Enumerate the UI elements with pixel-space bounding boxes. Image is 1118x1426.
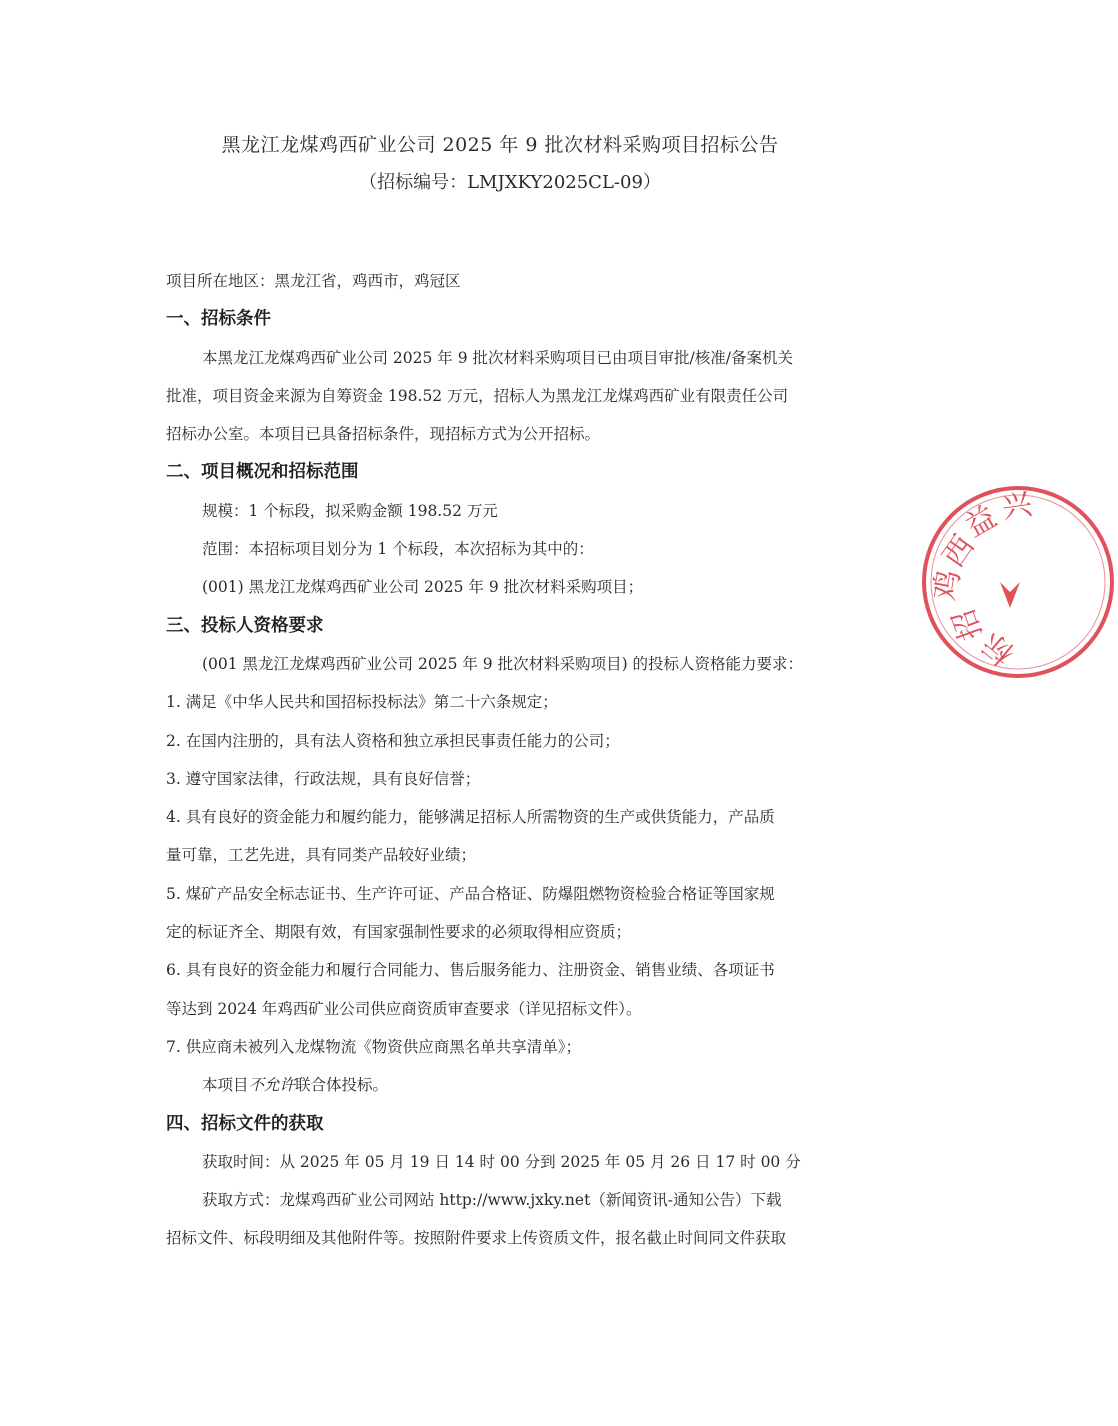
tender-number: （招标编号：LMJXKY2025CL-09） — [359, 172, 661, 193]
document-body — [166, 262, 866, 1258]
seal-char: 标 — [975, 625, 1022, 672]
paragraph-line: 招标办公室。本项目已具备招标条件，现招标方式为公开招标。 — [166, 425, 601, 444]
paragraph-line: 范围：本招标项目划分为 1 个标段，本次招标为其中的： — [202, 540, 594, 559]
document-title: 黑龙江龙煤鸡西矿业公司 2025 年 9 批次材料采购项目招标公告 — [221, 134, 779, 156]
seal-char: 兴 — [999, 486, 1035, 526]
paragraph-line: 获取时间：从 2025 年 05 月 19 日 14 时 00 分到 2025 年 05 月 26 日 17 时 00 分 — [202, 1152, 801, 1171]
requirement-item: 等达到 2024 年鸡西矿业公司供应商资质审查要求（详见招标文件）。 — [166, 999, 642, 1018]
paragraph-line: (001 黑龙江龙煤鸡西矿业公司 2025 年 9 批次材料采购项目) 的投标人资格能力要求： — [202, 654, 804, 673]
paragraph-line: 招标文件、标段明细及其他附件等。按照附件要求上传资质文件，报名截止时间同文件获取 — [166, 1229, 787, 1248]
joint-bid-emphasis: 不允许 — [248, 1076, 296, 1095]
joint-bid-prefix: 本项目 — [202, 1076, 249, 1095]
section-heading-qualifications: 三、投标人资格要求 — [166, 615, 324, 636]
paragraph-line: 批准，项目资金来源为自筹资金 198.52 万元，招标人为黑龙江龙煤鸡西矿业有限责任公司 — [166, 386, 789, 405]
paragraph-line: (001) 黑龙江龙煤鸡西矿业公司 2025 年 9 批次材料采购项目； — [202, 578, 644, 597]
requirement-item: 4. 具有良好的资金能力和履约能力，能够满足招标人所需物资的生产或供货能力，产品质 — [166, 808, 775, 827]
project-region: 项目所在地区：黑龙江省，鸡西市，鸡冠区 — [166, 272, 461, 290]
official-seal — [918, 482, 1118, 682]
title-block — [0, 130, 1000, 198]
joint-bid-suffix: 联合体投标。 — [295, 1076, 389, 1095]
requirement-item: 定的标证齐全、期限有效，有国家强制性要求的必须取得相应资质； — [166, 923, 632, 942]
paragraph-line: 获取方式：龙煤鸡西矿业公司网站 http://www.jxky.net（新闻资讯-通知公告）下载 — [202, 1191, 782, 1210]
requirement-item: 7. 供应商未被列入龙煤物流《物资供应商黑名单共享清单》； — [166, 1037, 581, 1056]
requirement-item: 5. 煤矿产品安全标志证书、生产许可证、产品合格证、防爆阻燃物资检验合格证等国家规 — [166, 884, 775, 903]
paragraph-line: 本黑龙江龙煤鸡西矿业公司 2025 年 9 批次材料采购项目已由项目审批/核准/备案机关 — [202, 348, 793, 367]
section-heading-conditions: 一、招标条件 — [166, 309, 271, 330]
seal-char: 鸡 — [927, 567, 968, 603]
joint-bid-notice — [166, 1066, 866, 1104]
seal-char: 招 — [946, 604, 990, 645]
paragraph-line: 规模：1 个标段，拟采购金额 198.52 万元 — [202, 501, 498, 520]
requirement-item: 量可靠，工艺先进，具有同类产品较好业绩； — [166, 846, 477, 865]
requirement-item: 1. 满足《中华人民共和国招标投标法》第二十六条规定； — [166, 693, 558, 712]
requirement-item: 2. 在国内注册的，具有法人资格和独立承担民事责任能力的公司； — [166, 731, 620, 750]
requirement-item: 3. 遵守国家法律，行政法规，具有良好信誉； — [166, 769, 481, 788]
seal-char: 益 — [959, 499, 1003, 545]
requirement-item: 6. 具有良好的资金能力和履行合同能力、售后服务能力、注册资金、销售业绩、各项证书 — [166, 961, 775, 980]
seal-char: 西 — [936, 529, 982, 574]
seal-star — [1000, 582, 1020, 608]
section-heading-documents: 四、招标文件的获取 — [166, 1113, 324, 1134]
section-heading-overview: 二、项目概况和招标范围 — [166, 462, 359, 483]
